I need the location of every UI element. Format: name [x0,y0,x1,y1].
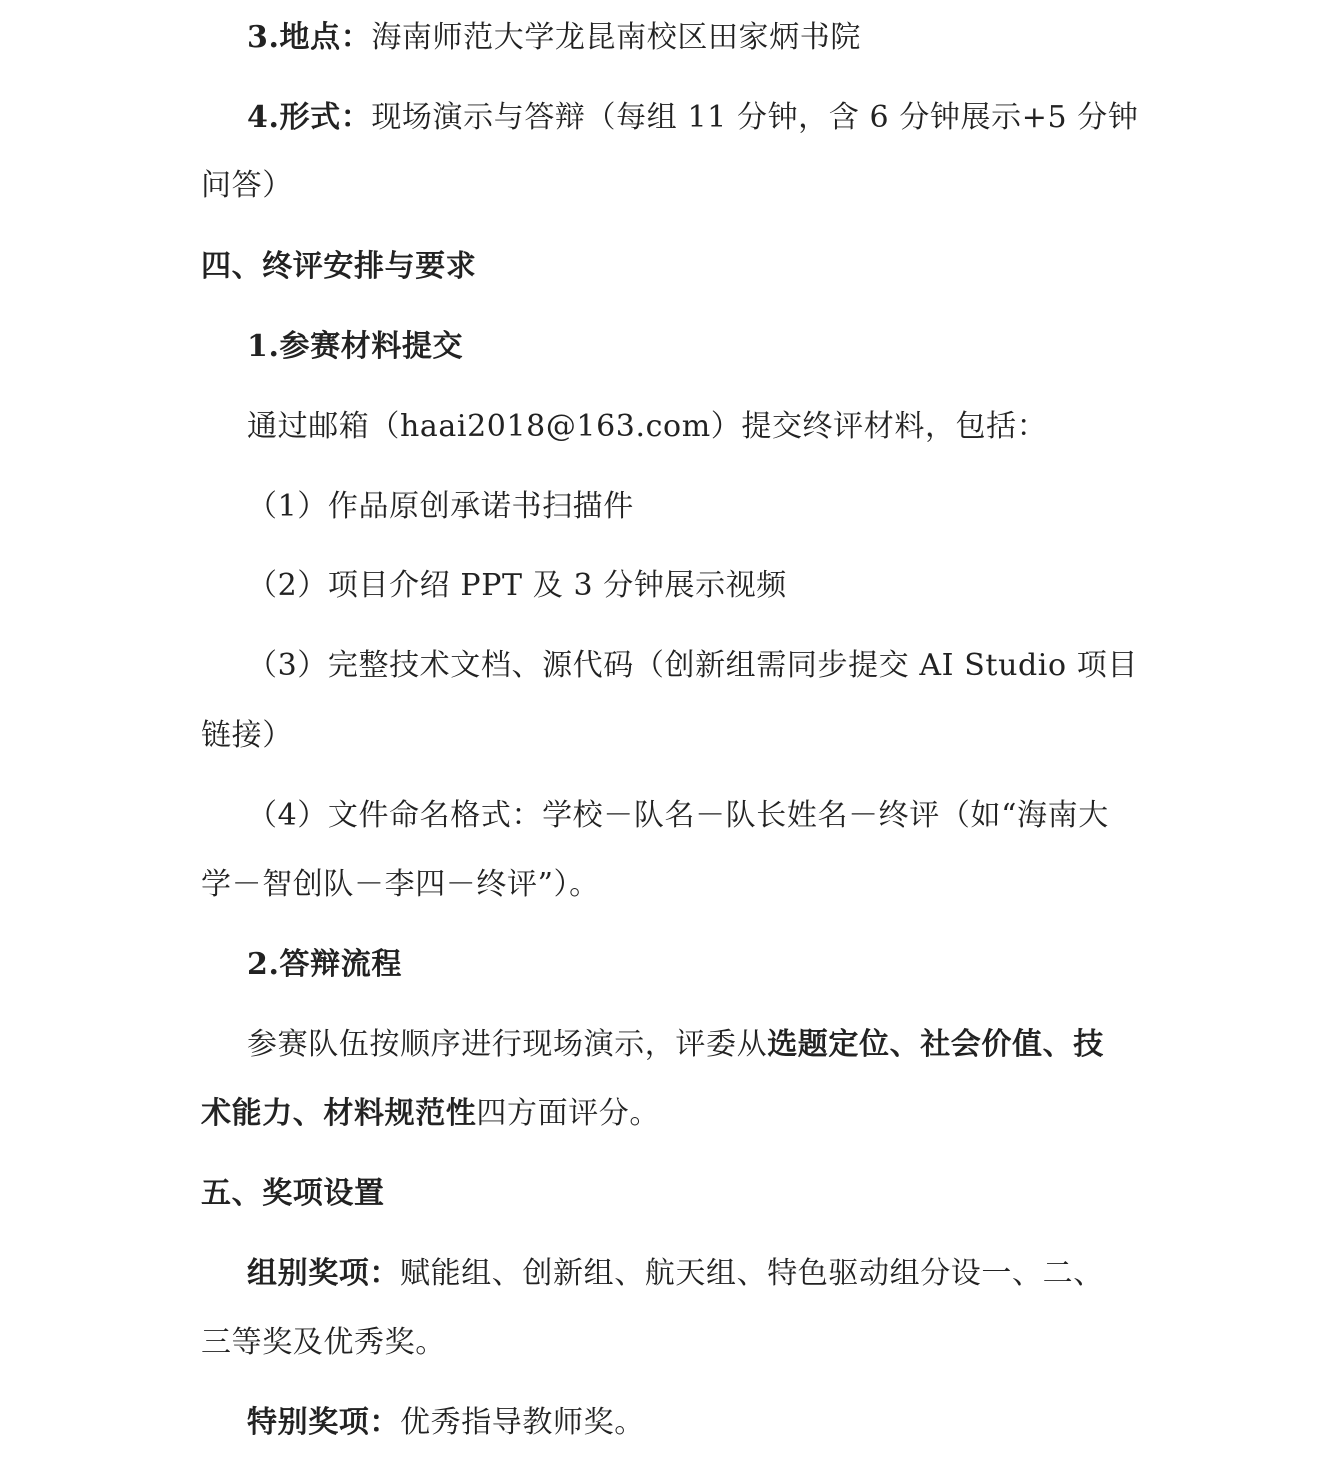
group-awards [247,1254,1172,1294]
defense-suffix: 四方面评分。 [476,1096,661,1131]
special-awards-text: 优秀指导教师奖。 [400,1405,645,1440]
item-format-continued: 问答） [201,168,293,203]
defense-criteria-2: 术能力、材料规范性 [201,1096,477,1131]
subheading-defense-process: 2.答辩流程 [247,947,402,982]
item-format-text: 现场演示与答辩（每组 11 分钟，含 6 分钟展示+5 分钟 [371,100,1139,135]
list-item-continued: 链接） [201,718,293,753]
defense-prefix: 参赛队伍按顺序进行现场演示，评委从 [247,1027,768,1062]
special-awards [247,1403,1172,1443]
list-item: （4）文件命名格式：学校－队名－队长姓名－终评（如“海南大 [247,798,1109,833]
group-awards-label: 组别奖项： [247,1256,400,1291]
group-awards-continued: 三等奖及优秀奖。 [201,1325,446,1360]
defense-paragraph [247,1025,1172,1065]
list-item: （2）项目介绍 PPT 及 3 分钟展示视频 [247,568,787,603]
section-heading-awards: 五、奖项设置 [201,1176,385,1211]
special-awards-label: 特别奖项： [247,1405,400,1440]
item-format [247,98,1172,138]
item-format-label: 4.形式： [247,100,372,135]
item-location [247,18,1172,58]
item-location-label: 3.地点： [247,20,372,55]
list-item: （1）作品原创承诺书扫描件 [247,489,634,524]
item-location-text: 海南师范大学龙昆南校区田家炳书院 [371,20,861,55]
defense-paragraph-continued [201,1094,1126,1134]
section-heading-final-review: 四、终评安排与要求 [201,249,477,284]
subheading-material-submission: 1.参赛材料提交 [247,329,464,364]
submission-intro: 通过邮箱（haai2018@163.com）提交终评材料，包括： [247,409,1048,444]
defense-criteria-1: 选题定位、社会价值、技 [767,1027,1104,1062]
group-awards-text: 赋能组、创新组、航天组、特色驱动组分设一、二、 [400,1256,1104,1291]
list-item-continued: 学－智创队－李四－终评”）。 [201,867,600,902]
list-item: （3）完整技术文档、源代码（创新组需同步提交 AI Studio 项目 [247,648,1138,683]
